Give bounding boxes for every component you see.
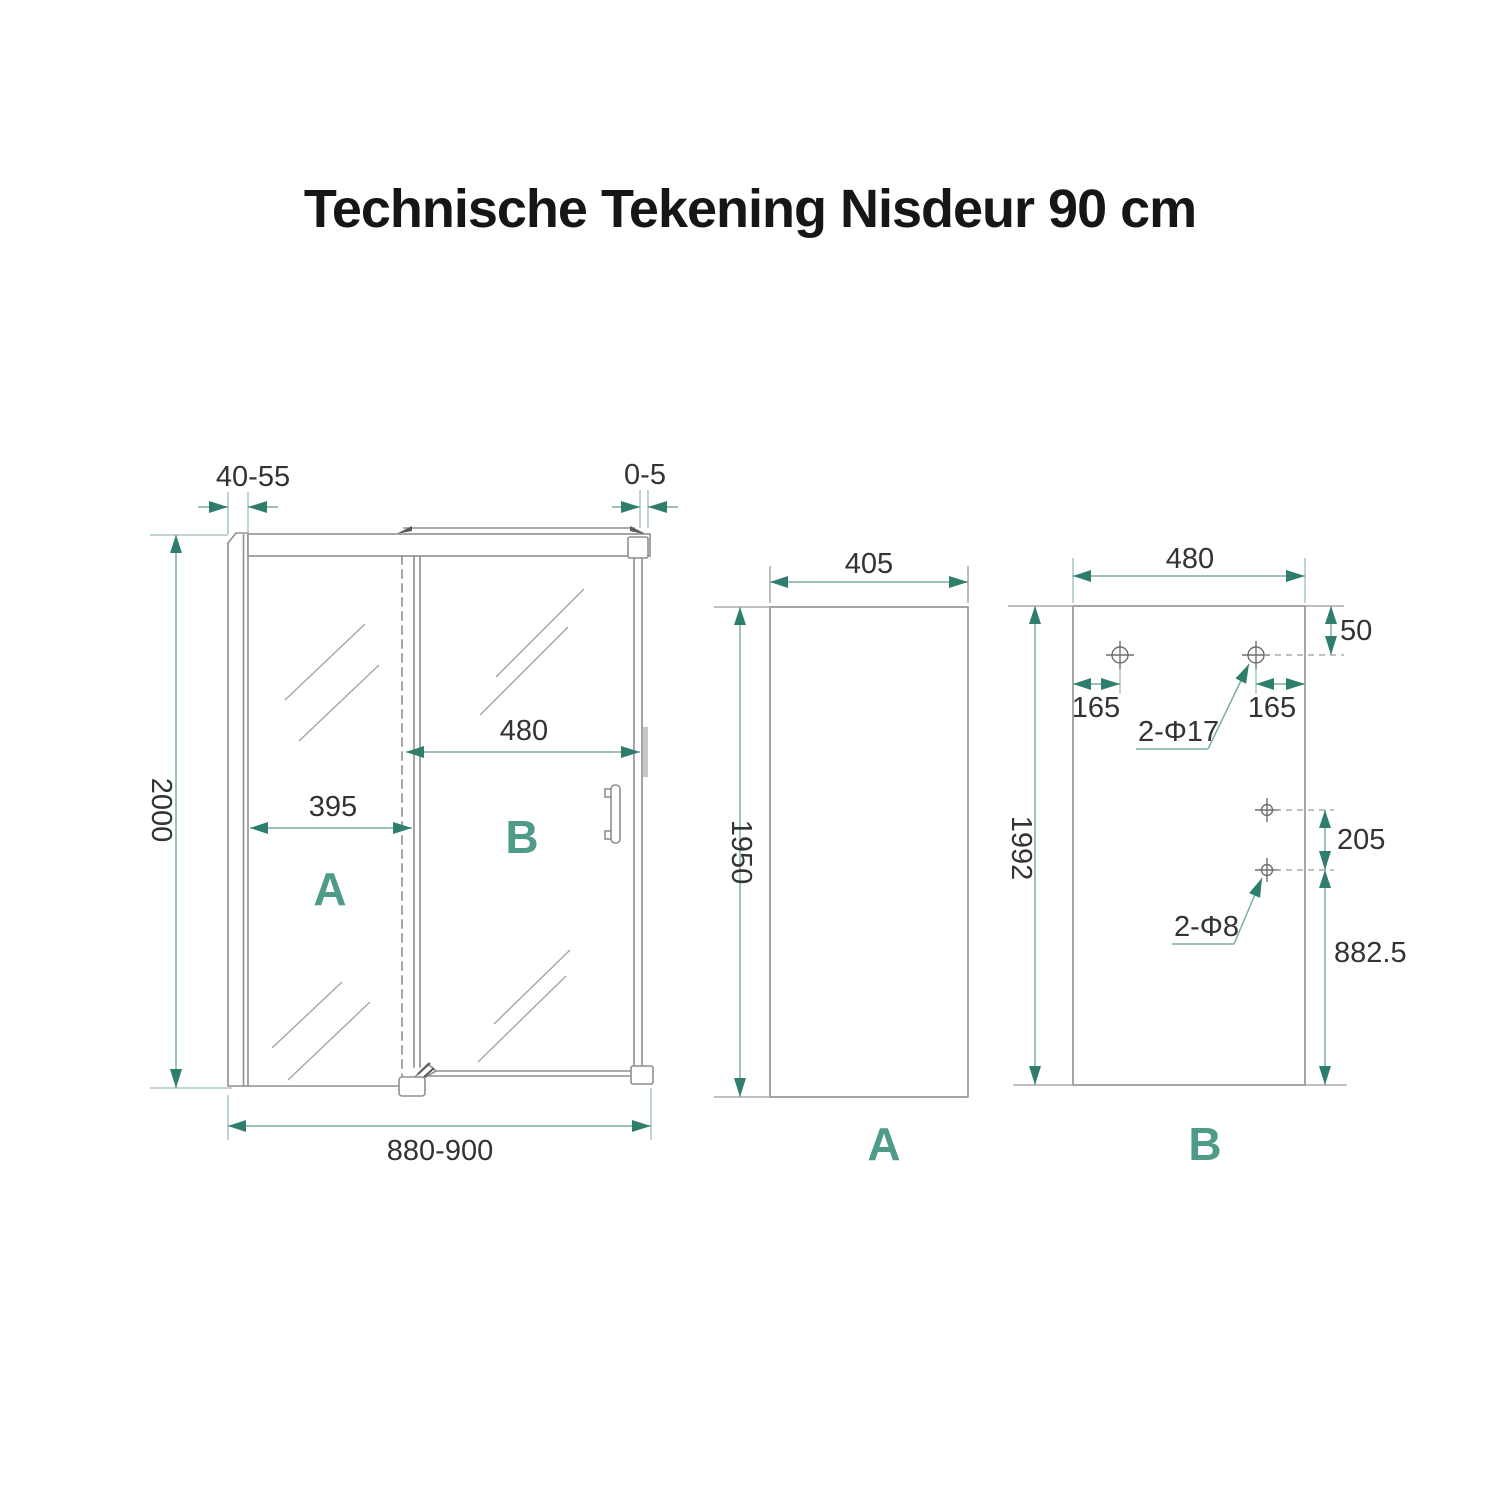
panel-b-view [1005, 543, 1407, 1170]
dim-door-glass-width [406, 715, 640, 752]
frame-end-cap [628, 537, 648, 558]
panel-b-label: B [505, 811, 539, 863]
dim-panel-a-width [770, 548, 968, 582]
dim-text-panel-b-height: 1992 [1005, 815, 1037, 881]
callout-text-phi17: 2-Φ17 [1138, 716, 1220, 748]
front-view [228, 526, 653, 1096]
glass-reflection [299, 665, 379, 741]
wall-profile [228, 533, 248, 1086]
panel-a-view-label: A [867, 1118, 901, 1170]
dim-text-bottom-hole-height: 882.5 [1334, 937, 1407, 969]
frame-seal-strip [643, 727, 648, 777]
glass-reflection [480, 627, 568, 715]
dim-text-door-glass: 480 [499, 715, 549, 747]
glass-reflection [288, 1002, 370, 1080]
dim-text-panel-a-height: 1950 [725, 819, 757, 885]
dim-text-top-offset: 50 [1340, 615, 1373, 647]
glass-reflection [494, 950, 570, 1024]
panel-a-label: A [313, 863, 347, 915]
dim-panel-a-height [725, 607, 757, 1097]
dim-hole-spacing [1325, 810, 1385, 870]
panel-b-outline [1073, 606, 1305, 1085]
dim-panel-b-height [1005, 606, 1037, 1085]
dim-bottom-hole-height [1325, 870, 1407, 1085]
dim-text-total-width: 880-900 [386, 1135, 494, 1167]
dim-fixed-glass-width [250, 791, 412, 828]
bottom-rail-end-cap [631, 1066, 653, 1084]
callout-text-phi8: 2-Φ8 [1174, 911, 1240, 943]
dim-text-wall-adjustment: 40-55 [215, 461, 291, 493]
dim-wall-adjustment [198, 461, 290, 534]
page-title: Technische Tekening Nisdeur 90 cm [303, 179, 1197, 239]
front-view-dimensions [145, 459, 678, 1167]
panel-b-view-label: B [1188, 1118, 1222, 1170]
dim-text-right-inset: 165 [1247, 692, 1297, 724]
dim-panel-b-width [1073, 543, 1305, 576]
top-rail [248, 534, 650, 556]
floor-guide-block [399, 1077, 425, 1096]
dim-text-gap: 0-5 [624, 459, 666, 491]
glass-reflection [285, 624, 365, 700]
dim-total-width [228, 1088, 651, 1167]
dim-gap [612, 459, 678, 528]
dim-text-left-inset: 165 [1071, 692, 1121, 724]
glass-reflection [478, 976, 566, 1062]
glass-reflection [496, 589, 584, 677]
dim-hole-top-offset [1331, 606, 1372, 655]
panel-a-outline [770, 607, 968, 1097]
dim-text-hole-spacing: 205 [1337, 824, 1386, 856]
door-handle [611, 785, 620, 843]
dim-text-panel-b-width: 480 [1165, 543, 1215, 575]
dim-text-panel-a-width: 405 [844, 548, 894, 580]
dim-total-height [145, 535, 232, 1088]
dim-text-height: 2000 [145, 777, 177, 843]
dim-text-fixed-glass: 395 [308, 791, 358, 823]
panel-a-view [714, 548, 968, 1170]
